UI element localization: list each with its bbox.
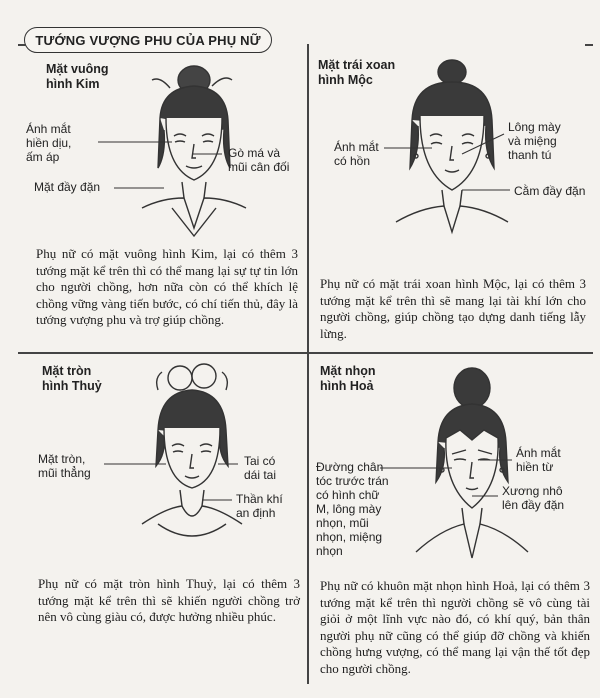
annotation: Ánh mắt hiền dịu, ấm áp <box>26 122 72 164</box>
annotation: Cằm đầy đặn <box>514 184 586 198</box>
face-type-label: Mặt trái xoan hình Mộc <box>318 58 396 87</box>
annotation: Mặt tròn, mũi thẳng <box>38 452 91 480</box>
description-paragraph: Phụ nữ có mặt tròn hình Thuỷ, lại có thêm 3 tướng mặt kể trên thì sẽ khiến người chồng trở nên vô cùng giàu có, được hưởng nhiều phúc. <box>38 576 300 624</box>
panel-thuy <box>22 360 304 690</box>
page-title: TƯỚNG VƯỢNG PHU CỦA PHỤ NỮ <box>24 27 272 53</box>
panel-kim <box>22 58 304 350</box>
panel-moc <box>312 58 594 350</box>
annotation: Ánh mắt hiền từ <box>516 446 561 474</box>
vertical-divider <box>307 44 309 684</box>
description-paragraph: Phụ nữ có mặt vuông hình Kim, lại có thêm 3 tướng mặt kể trên thì có thể mang lại sự tự tin lớn cho người chồng, hơn nữa còn có thể khích lệ chồng vững vàng tiến bước, có chí tiến thủ, đây là tướng vượng phu và trợ giúp chồng. <box>36 246 298 327</box>
divider-tick <box>585 44 593 46</box>
leader-lines <box>312 360 594 560</box>
description-paragraph: Phụ nữ có khuôn mặt nhọn hình Hoả, lại có thêm 3 tướng mặt kể trên thì người chồng sẽ vô cùng tài giỏi ở một lĩnh vực nào đó, có khí quý, bản thân người phụ nữ cũng có thể giúp đỡ chồng và khiến chồng hưng vượng, có thể mang lại vận thế tốt đẹp cho người chồng. <box>320 578 590 676</box>
annotation: Gò má và mũi cân đối <box>228 146 290 174</box>
annotation: Lông mày và miệng thanh tú <box>508 120 561 162</box>
annotation: Thần khí an định <box>236 492 283 520</box>
annotation: Mặt đầy đặn <box>34 180 101 194</box>
face-type-label: Mặt vuông hình Kim <box>46 62 109 91</box>
leader-lines <box>22 360 304 546</box>
face-type-label: Mặt nhọn hình Hoả <box>320 364 376 393</box>
description-paragraph: Phụ nữ có mặt trái xoan hình Mộc, lại có thêm 3 tướng mặt kể trên thì sẽ mang lại tài khí lớn cho người chồng, giúp chồng tạo dựng danh tiếng lẫy lừng. <box>320 276 586 341</box>
annotation: Tai có dái tai <box>244 454 277 482</box>
annotation: Xương nhô lên đầy đặn <box>502 484 565 512</box>
panel-hoa <box>312 360 594 690</box>
annotation: Đường chân tóc trước trán có hình chữ M, lông mày nhọn, mũi nhọn, miệng nhọn <box>316 460 389 558</box>
face-type-label: Mặt tròn hình Thuỷ <box>42 364 102 393</box>
leader-lines <box>312 58 594 238</box>
annotation: Ánh mắt có hồn <box>334 140 379 168</box>
horizontal-divider <box>18 352 593 354</box>
leader-lines <box>22 58 304 238</box>
divider-tick <box>18 44 26 46</box>
